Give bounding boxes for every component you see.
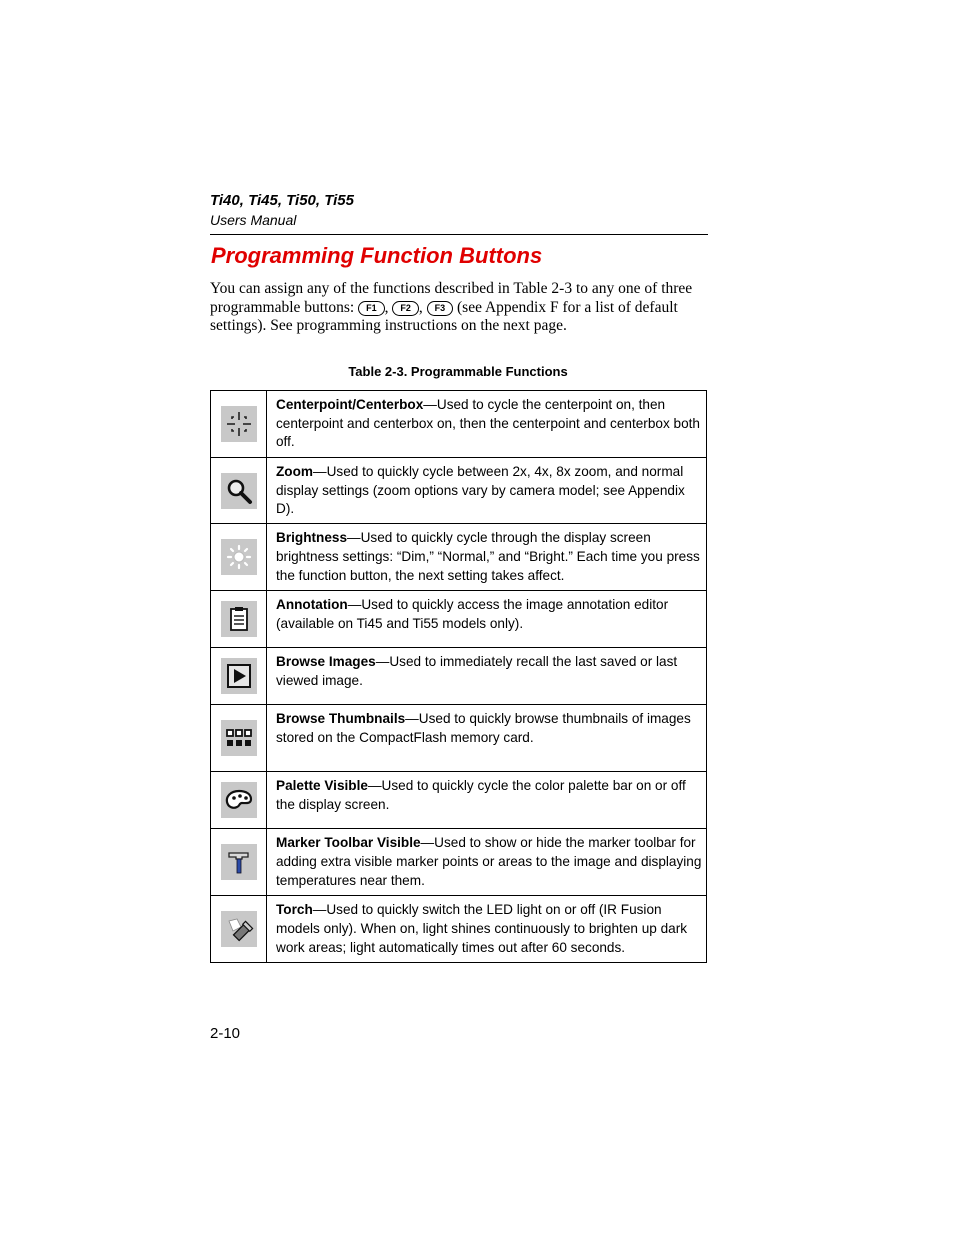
table-row xyxy=(211,458,707,524)
annotation-clipboard-icon xyxy=(221,601,257,637)
table-row xyxy=(211,829,707,896)
function-name: Torch xyxy=(276,902,313,918)
table-row xyxy=(211,772,707,829)
function-text: —Used to quickly browse thumbnails of images stored on the CompactFlash memory card. xyxy=(276,711,691,745)
function-text: —Used to immediately recall the last saved or last viewed image. xyxy=(276,654,678,688)
icon-cell xyxy=(211,524,267,591)
function-description xyxy=(267,705,707,772)
page-number: 2-10 xyxy=(210,1025,241,1042)
function-description xyxy=(267,524,707,591)
browse-play-icon xyxy=(221,658,257,694)
programmable-functions-table xyxy=(210,390,707,963)
brightness-sun-icon xyxy=(221,539,257,575)
table-row xyxy=(211,896,707,963)
icon-cell xyxy=(211,772,267,829)
table-row xyxy=(211,524,707,591)
icon-cell xyxy=(211,829,267,896)
function-description xyxy=(267,648,707,705)
function-description xyxy=(267,391,707,458)
function-name: Brightness xyxy=(276,530,348,546)
function-name: Browse Thumbnails xyxy=(276,711,406,727)
centerpoint-icon xyxy=(221,406,257,442)
function-description xyxy=(267,896,707,963)
section-title: Programming Function Buttons xyxy=(211,243,543,268)
header-divider xyxy=(210,234,708,235)
intro-text-after: (see Appendix F for a list of default settings). See programming instructions on the next page. xyxy=(210,298,678,334)
function-description xyxy=(267,591,707,648)
function-text: —Used to quickly cycle the color palette bar on or off the display screen. xyxy=(276,778,686,812)
function-name: Marker Toolbar Visible xyxy=(276,835,421,851)
function-name: Browse Images xyxy=(276,654,376,670)
icon-cell xyxy=(211,705,267,772)
manual-subtitle: Users Manual xyxy=(210,212,297,228)
function-name: Centerpoint/Centerbox xyxy=(276,397,424,412)
function-description xyxy=(267,829,707,896)
table-caption: Table 2-3. Programmable Functions xyxy=(348,364,568,379)
icon-cell xyxy=(211,391,267,458)
function-text: —Used to cycle the centerpoint on, then centerpoint and centerbox on, then the centerpoint and centerbox both off. xyxy=(276,397,700,450)
function-text: —Used to quickly cycle between 2x, 4x, 8x zoom, and normal display settings (zoom options vary by camera model; see Appendix D). xyxy=(276,464,685,517)
intro-separator: , xyxy=(418,298,427,316)
thumbnails-grid-icon xyxy=(221,720,257,756)
table-row xyxy=(211,705,707,772)
palette-icon xyxy=(221,782,257,818)
table-row xyxy=(211,591,707,648)
icon-cell xyxy=(211,896,267,963)
function-text: —Used to show or hide the marker toolbar for adding extra visible marker points or areas to the image and displaying temperatures near them. xyxy=(276,835,702,888)
function-text: —Used to quickly cycle through the display screen brightness settings: “Dim,” “Normal,” and “Bright.” Each time you press the function button, the next setting takes affect. xyxy=(276,530,700,583)
function-text: —Used to quickly access the image annotation editor (available on Ti45 and Ti55 models only). xyxy=(276,597,669,631)
function-description xyxy=(267,458,707,524)
table-row xyxy=(211,648,707,705)
f3-key: F3 xyxy=(427,301,454,316)
table-row xyxy=(211,391,707,458)
intro-text-before: You can assign any of the functions described in Table 2-3 to any one of three programmable buttons: xyxy=(210,280,693,316)
function-text: —Used to quickly switch the LED light on or off (IR Fusion models only). When on, light shines continuously to brighten up dark work areas; light automatically times out after 60 seconds. xyxy=(276,902,688,955)
icon-cell xyxy=(211,458,267,524)
function-name: Palette Visible xyxy=(276,778,368,794)
function-name: Annotation xyxy=(276,597,348,613)
f2-key: F2 xyxy=(392,301,419,316)
function-description xyxy=(267,772,707,829)
f1-key: F1 xyxy=(358,301,385,316)
manual-model-title: Ti40, Ti45, Ti50, Ti55 xyxy=(210,192,354,209)
torch-flashlight-icon xyxy=(221,911,257,947)
intro-separator: , xyxy=(384,298,393,316)
intro-paragraph xyxy=(210,280,710,336)
icon-cell xyxy=(211,648,267,705)
zoom-magnifier-icon xyxy=(221,473,257,509)
marker-hammer-icon xyxy=(221,844,257,880)
icon-cell xyxy=(211,591,267,648)
function-name: Zoom xyxy=(276,464,313,479)
